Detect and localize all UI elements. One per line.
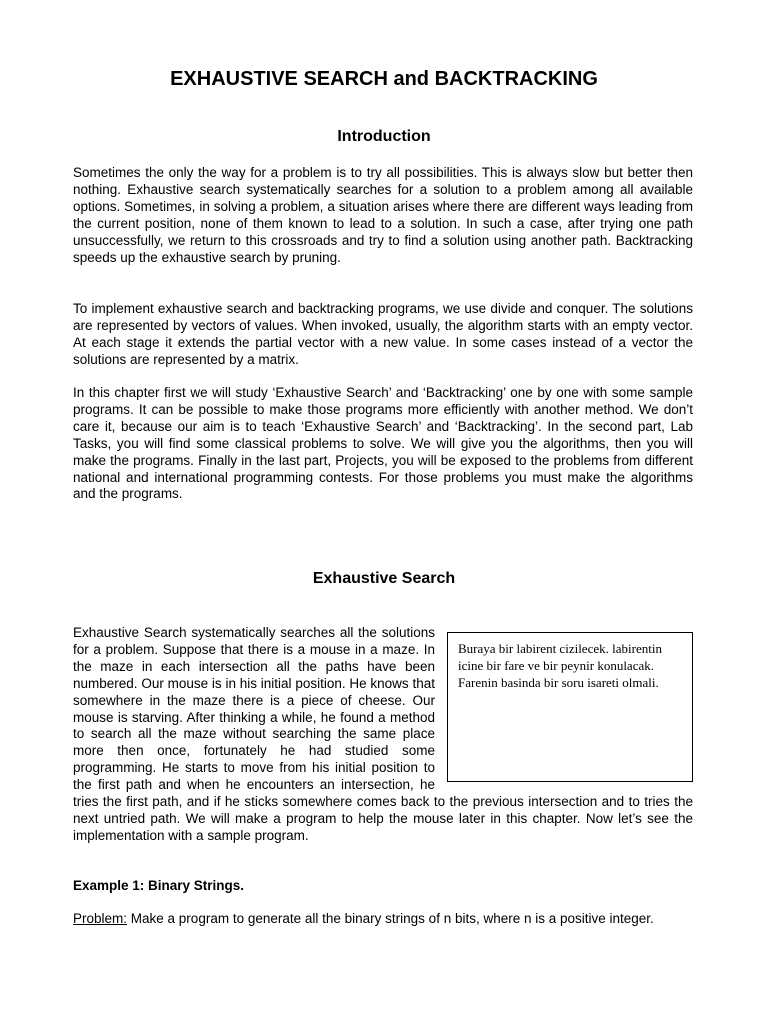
intro-paragraph-1: Sometimes the only the way for a problem is to try all possibilities. This is always slow but better then nothing. Exhaustive search systematically searches for a solution to a problem among all available options. Sometimes, in solving a problem, a situation arises where there are different ways leading from the current position, none of them known to lead to a solution. In such a case, after trying one path unsuccessfully, we return to this crossroads and try to find a solution using another path. Backtracking speeds up the exhaustive search by pruning. (73, 165, 693, 265)
problem-text: Make a program to generate all the binary strings of n bits, where n is a positive integer. (127, 911, 654, 926)
introduction-heading: Introduction (337, 128, 431, 145)
exhaustive-search-heading: Exhaustive Search (312, 570, 456, 587)
example-label: Example 1: Binary Strings. (73, 878, 245, 893)
document-title: EXHAUSTIVE SEARCH and BACKTRACKING (170, 68, 598, 90)
problem-statement (73, 911, 693, 928)
exhaustive-search-paragraph: Exhaustive Search systematically searches all the solutions for a problem. Suppose that there is a mouse in a maze. In the maze in each intersection all the paths have been numbered. Our mouse is in his initial position. He knows that somewhere in the maze there is a piece of cheese. Our mouse is starving. After thinking a while, he found a method to search all the maze without searching the same place more then once, fortunately he had studied some programming. He starts to move from his initial position to the first path and when he encounters an intersection, he tries the first path, and if he sticks somewhere comes back to the previous intersection and to tries the next untried path. We will make a program to help the mouse later in this chapter. Now let’s see the implementation with a sample program. (73, 625, 693, 843)
exhaustive-search-section (73, 625, 693, 845)
maze-placeholder-box: Buraya bir labirent cizilecek. labirentin icine bir fare ve bir peynir konulacak. Farenin basinda bir soru isareti olmali. (447, 632, 693, 782)
intro-paragraph-2: To implement exhaustive search and backtracking programs, we use divide and conquer. The solutions are represented by vectors of values. When invoked, usually, the algorithm starts with an empty vector. At each stage it extends the partial vector with a new value. In some cases instead of a vector the solutions are represented by a matrix. (73, 301, 693, 367)
intro-paragraph-3: In this chapter first we will study ‘Exhaustive Search’ and ‘Backtracking’ one by one with some sample programs. It can be possible to make those programs more efficiently with another method. We don’t care it, because our aim is to teach ‘Exhaustive Search’ and ‘Backtracking’. In the second part, Lab Tasks, you will find some classical problems to solve. We will give you the algorithms, then you will make the programs. Finally in the last part, Projects, you will be exposed to the problems from different national and international programming contests. For those problems you must make the algorithms and the programs. (73, 385, 693, 502)
problem-label: Problem: (73, 911, 128, 926)
